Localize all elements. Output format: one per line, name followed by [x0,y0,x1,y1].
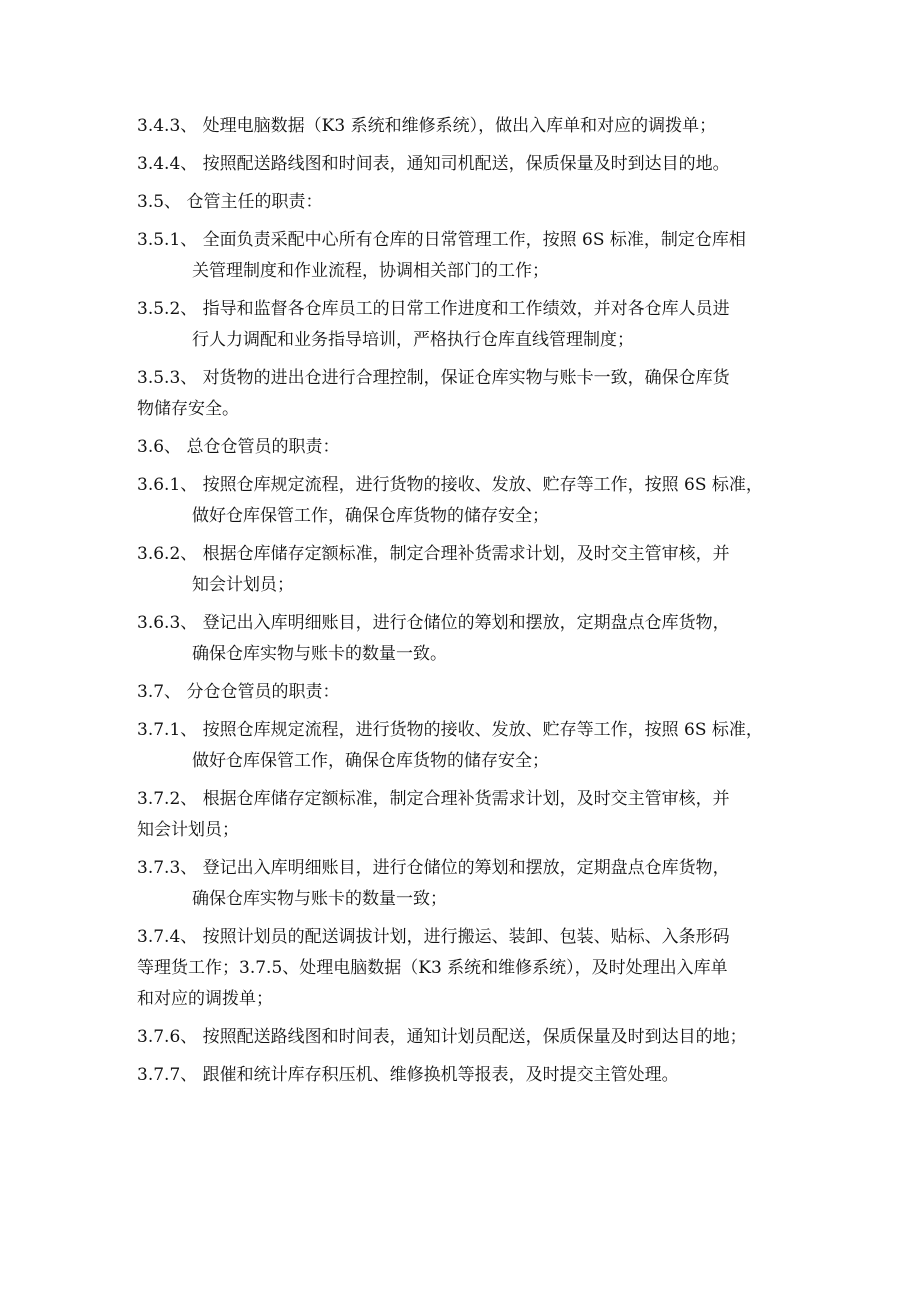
paragraph-line: 关管理制度和作业流程，协调相关部门的工作； [192,261,549,281]
paragraph-line: 3.7.1、 按照仓库规定流程，进行货物的接收、发放、贮存等工作，按照 6S 标准， [137,720,763,740]
paragraph-line: 知会计划员； [192,575,294,595]
paragraph-line: 做好仓库保管工作，确保仓库货物的储存安全； [192,506,549,526]
paragraph-line: 行人力调配和业务指导培训，严格执行仓库直线管理制度； [192,330,634,350]
paragraph-line: 3.5.2、 指导和监督各仓库员工的日常工作进度和工作绩效，并对各仓库人员进 [137,299,730,319]
paragraph-line: 3.7、 分仓仓管员的职责： [137,682,340,702]
paragraph-line: 知会计划员； [137,820,239,840]
paragraph [137,922,799,1015]
paragraph [137,784,799,846]
paragraph [137,853,799,915]
paragraph-line: 3.6.3、 登记出入库明细账目，进行仓储位的筹划和摆放，定期盘点仓库货物， [137,613,730,633]
paragraph [137,225,799,287]
paragraph-line: 确保仓库实物与账卡的数量一致； [192,889,447,909]
paragraph-line: 3.5.3、 对货物的进出仓进行合理控制，保证仓库实物与账卡一致，确保仓库货 [137,368,730,388]
paragraph [137,111,799,142]
paragraph-line: 3.7.3、 登记出入库明细账目，进行仓储位的筹划和摆放，定期盘点仓库货物， [137,858,730,878]
paragraph [137,608,799,670]
paragraph [137,1022,799,1053]
paragraph-line: 3.5.1、 全面负责采配中心所有仓库的日常管理工作，按照 6S 标准，制定仓库相 [137,230,746,250]
paragraph-line: 3.7.2、 根据仓库储存定额标准，制定合理补货需求计划，及时交主管审核，并 [137,789,730,809]
paragraph-line: 确保仓库实物与账卡的数量一致。 [192,644,447,664]
paragraph [137,470,799,532]
paragraph [137,1060,799,1091]
paragraph-line: 3.4.3、 处理电脑数据（K3 系统和维修系统），做出入库单和对应的调拨单； [137,116,717,136]
paragraph-line: 3.4.4、 按照配送路线图和时间表，通知司机配送，保质保量及时到达目的地。 [137,154,730,174]
paragraph [137,539,799,601]
paragraph-line: 3.6.1、 按照仓库规定流程，进行货物的接收、发放、贮存等工作，按照 6S 标准， [137,475,763,495]
paragraph-line: 等理货工作；3.7.5、处理电脑数据（K3 系统和维修系统），及时处理出入库单 [137,958,728,978]
paragraph-line: 做好仓库保管工作，确保仓库货物的储存安全； [192,751,549,771]
document-body [137,111,799,1098]
paragraph [137,294,799,356]
paragraph-line: 物储存安全。 [137,399,239,419]
paragraph-line: 3.7.7、 跟催和统计库存积压机、维修换机等报表，及时提交主管处理。 [137,1065,679,1085]
paragraph [137,677,799,708]
paragraph [137,432,799,463]
paragraph [137,187,799,218]
paragraph-line: 和对应的调拨单； [137,989,273,1009]
paragraph [137,363,799,425]
paragraph [137,715,799,777]
paragraph-line: 3.6.2、 根据仓库储存定额标准，制定合理补货需求计划，及时交主管审核，并 [137,544,730,564]
paragraph-line: 3.7.6、 按照配送路线图和时间表，通知计划员配送，保质保量及时到达目的地； [137,1027,747,1047]
paragraph-line: 3.7.4、 按照计划员的配送调拔计划，进行搬运、装卸、包装、贴标、入条形码 [137,927,730,947]
paragraph-line: 3.6、 总仓仓管员的职责： [137,437,340,457]
paragraph-line: 3.5、 仓管主任的职责： [137,192,323,212]
paragraph [137,149,799,180]
